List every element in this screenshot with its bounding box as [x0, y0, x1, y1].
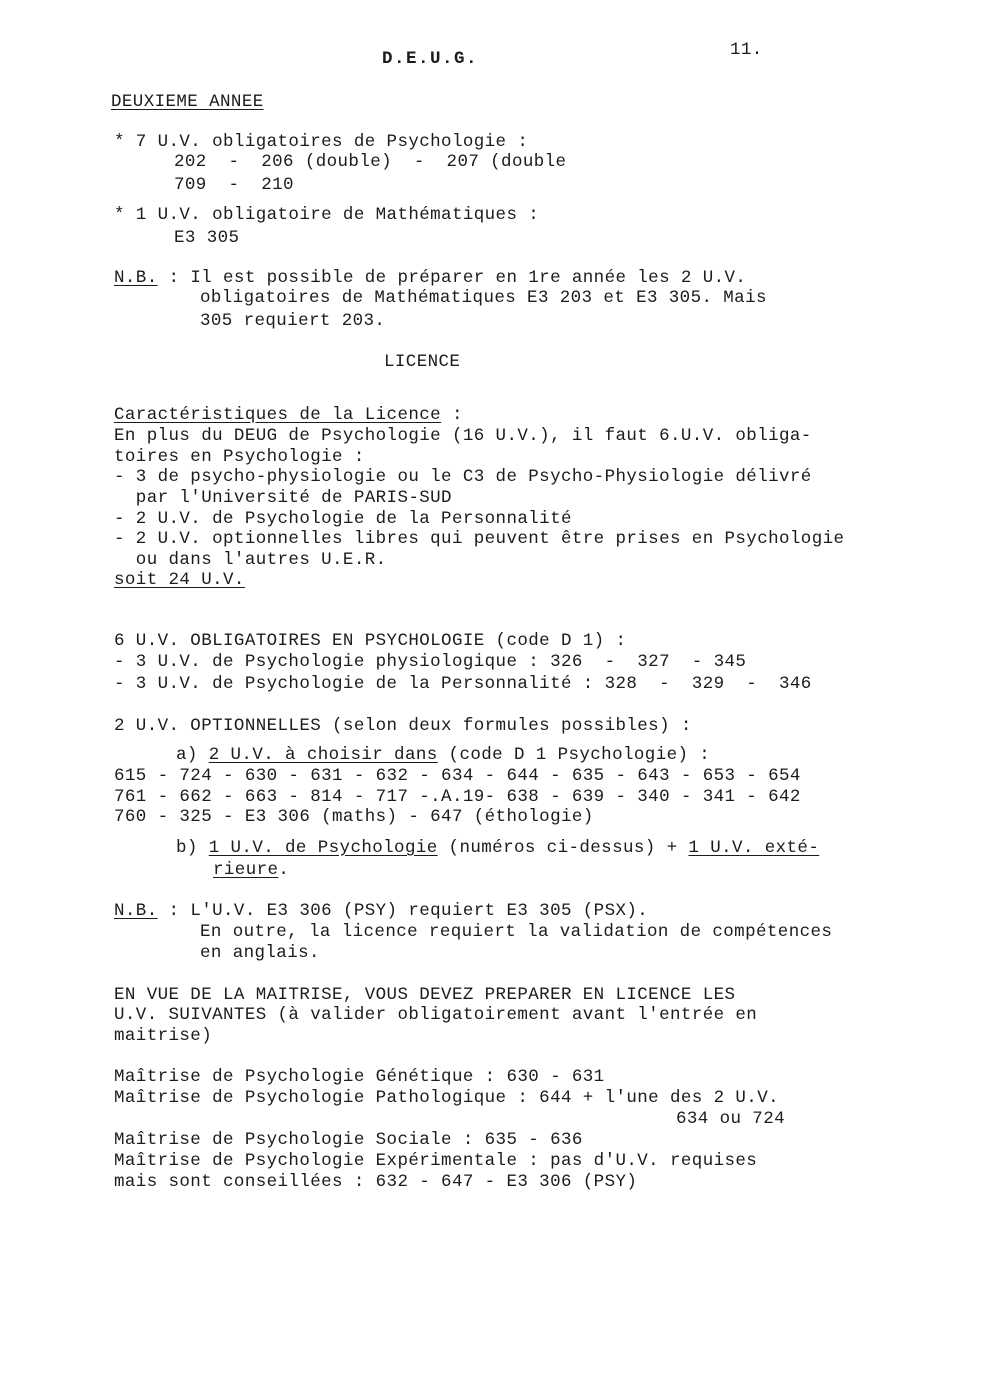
nb-label: N.B. [114, 268, 158, 288]
licence-total: soit 24 U.V. [114, 570, 245, 590]
option-b-underlined: rieure [213, 860, 279, 880]
maitrise-item: Maîtrise de Psychologie Sociale : 635 - 636 [114, 1130, 583, 1150]
obligatoires-item: - 3 U.V. de Psychologie de la Personnalité : 328 - 329 - 346 [114, 674, 812, 694]
option-codes: 615 - 724 - 630 - 631 - 632 - 634 - 644 - 635 - 643 - 653 - 654 [114, 766, 801, 786]
document-title: D.E.U.G. [382, 49, 479, 69]
option-b-middle: (numéros ci-dessus) + [437, 838, 689, 858]
option-b-underlined: 1 U.V. exté- [688, 838, 820, 858]
licence-item: - 3 de psycho-physiologie ou le C3 de Psycho-Physiologie délivré [114, 467, 812, 487]
option-a-prefix: a) [176, 745, 209, 765]
page-number: 11. [730, 40, 763, 60]
licence-characteristics-title [114, 405, 463, 426]
nb-text: : L'U.V. E3 306 (PSY) requiert E3 305 (PSX). [157, 901, 649, 921]
licence-item: - 2 U.V. optionnelles libres qui peuvent être prises en Psychologie [114, 529, 845, 549]
obligatoires-heading: 6 U.V. OBLIGATOIRES EN PSYCHOLOGIE (code D 1) : [114, 631, 627, 651]
section-heading-licence: LICENCE [384, 352, 461, 372]
option-b-prefix: b) [176, 838, 209, 858]
psy-uv-list: 709 - 210 [174, 175, 294, 195]
psy-uv-list: 202 - 206 (double) - 207 (double [174, 152, 567, 172]
option-a [176, 745, 710, 766]
option-b [176, 838, 819, 859]
nb-note [114, 268, 746, 289]
characteristics-label: Caractéristiques de la Licence [114, 405, 442, 425]
option-b-end: . [278, 860, 290, 880]
characteristics-colon: : [441, 405, 463, 425]
option-b-underlined: 1 U.V. de Psychologie [208, 838, 438, 858]
maitrise-item: 634 ou 724 [676, 1109, 786, 1129]
option-a-underlined: 2 U.V. à choisir dans [208, 745, 438, 765]
optionnelles-heading: 2 U.V. OPTIONNELLES (selon deux formules possibles) : [114, 716, 692, 736]
option-codes: 760 - 325 - E3 306 (maths) - 647 (éthologie) [114, 807, 594, 827]
nb-text: En outre, la licence requiert la validation de compétences [200, 922, 833, 942]
obligatoires-item: - 3 U.V. de Psychologie physiologique : 326 - 327 - 345 [114, 652, 747, 672]
maitrise-item: mais sont conseillées : 632 - 647 - E3 306 (PSY) [114, 1172, 638, 1192]
psy-requirement: * 7 U.V. obligatoires de Psychologie : [114, 132, 529, 152]
section-heading-deuxieme-annee: DEUXIEME ANNEE [111, 92, 264, 112]
math-uv-list: E3 305 [174, 228, 240, 248]
maitrise-item: Maîtrise de Psychologie Pathologique : 644 + l'une des 2 U.V. [114, 1088, 780, 1108]
nb-note [114, 901, 648, 922]
nb-text: en anglais. [200, 943, 320, 963]
nb-label: N.B. [114, 901, 158, 921]
maitrise-intro: EN VUE DE LA MAITRISE, VOUS DEVEZ PREPARER EN LICENCE LES [114, 985, 736, 1005]
maitrise-intro: maitrise) [114, 1026, 213, 1046]
maitrise-item: Maîtrise de Psychologie Génétique : 630 - 631 [114, 1067, 605, 1087]
option-a-rest: (code D 1 Psychologie) : [437, 745, 711, 765]
nb-text: 305 requiert 203. [200, 311, 386, 331]
math-requirement: * 1 U.V. obligatoire de Mathématiques : [114, 205, 540, 225]
nb-text: : Il est possible de préparer en 1re année les 2 U.V. [157, 268, 747, 288]
maitrise-intro: U.V. SUIVANTES (à valider obligatoirement avant l'entrée en [114, 1005, 758, 1025]
licence-item: - 2 U.V. de Psychologie de la Personnalité [114, 509, 572, 529]
nb-text: obligatoires de Mathématiques E3 203 et E3 305. Mais [200, 288, 767, 308]
maitrise-item: Maîtrise de Psychologie Expérimentale : pas d'U.V. requises [114, 1151, 758, 1171]
licence-intro: toires en Psychologie : [114, 447, 365, 467]
option-b-continued [213, 860, 289, 881]
licence-item: par l'Université de PARIS-SUD [114, 488, 452, 508]
licence-item: ou dans l'autres U.E.R. [114, 550, 387, 570]
option-codes: 761 - 662 - 663 - 814 - 717 -.A.19- 638 - 639 - 340 - 341 - 642 [114, 787, 801, 807]
licence-intro: En plus du DEUG de Psychologie (16 U.V.), il faut 6.U.V. obliga- [114, 426, 812, 446]
